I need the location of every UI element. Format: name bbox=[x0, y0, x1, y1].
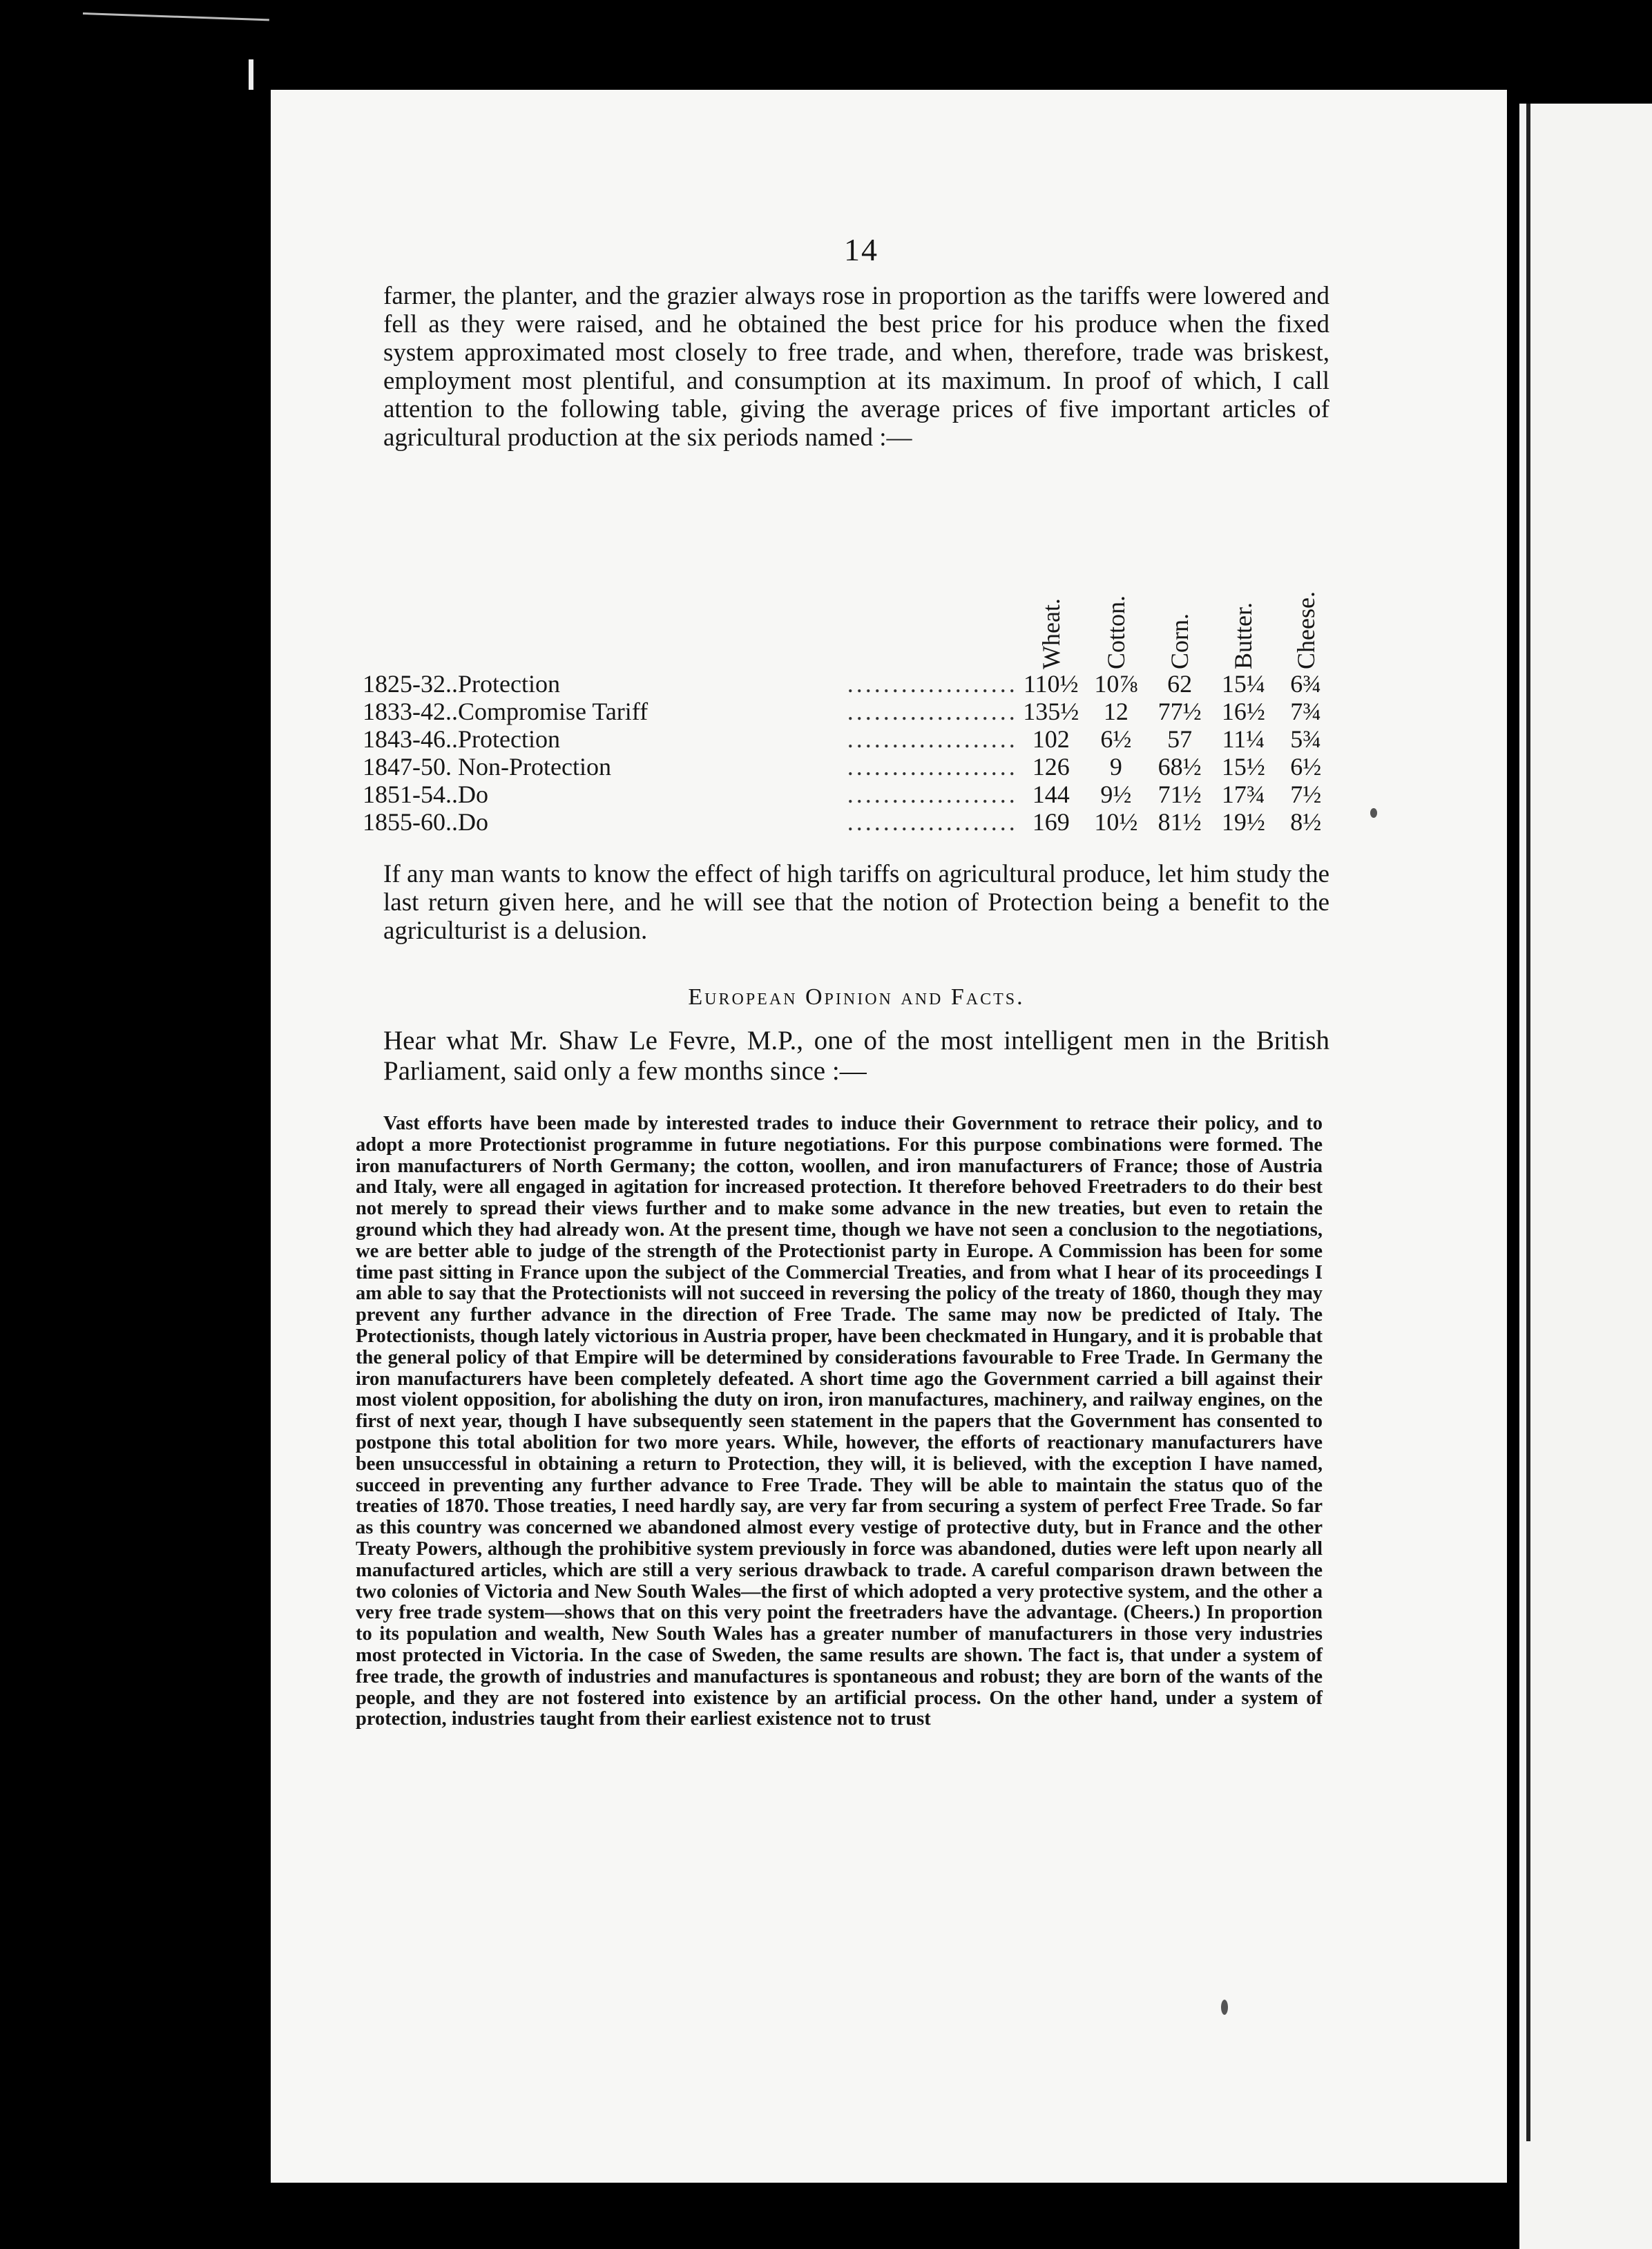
cell-butter: 15¼ bbox=[1221, 670, 1265, 698]
cell-corn: 57 bbox=[1167, 725, 1193, 753]
column-cheese: Cheese. bbox=[1291, 591, 1320, 669]
row-policy: Do bbox=[458, 808, 488, 836]
cell-corn: 81½ bbox=[1158, 808, 1202, 836]
cell-wheat: 144 bbox=[1032, 781, 1070, 808]
page-number: 14 bbox=[844, 232, 878, 267]
row-policy: Non-Protection bbox=[458, 753, 611, 781]
cell-wheat: 135½ bbox=[1023, 698, 1079, 725]
cell-cotton: 9½ bbox=[1100, 781, 1132, 808]
ink-spot bbox=[1221, 2000, 1228, 2015]
cell-butter: 16½ bbox=[1221, 698, 1265, 725]
column-corn: Corn. bbox=[1166, 613, 1194, 669]
row-period: 1843-46.. bbox=[363, 725, 458, 753]
cell-corn: 71½ bbox=[1158, 781, 1202, 808]
lead-paragraph: Hear what Mr. Shaw Le Fevre, M.P., one of the most intelligent men in the British Parliament, said only a few months since :— bbox=[383, 1026, 1329, 1086]
row-period: 1851-54.. bbox=[363, 781, 458, 808]
cell-butter: 11¼ bbox=[1222, 725, 1265, 753]
column-butter: Butter. bbox=[1229, 602, 1258, 669]
cell-wheat: 126 bbox=[1032, 753, 1070, 781]
cell-butter: 17¾ bbox=[1221, 781, 1265, 808]
cell-corn: 62 bbox=[1167, 670, 1193, 698]
cell-corn: 77½ bbox=[1158, 698, 1202, 725]
row-period: 1847-50. bbox=[363, 753, 452, 781]
column-wheat: Wheat. bbox=[1037, 598, 1065, 669]
table-row: 1847-50. Non-Protection ................... 126 9 68½ 15½ 6½ bbox=[363, 753, 1336, 781]
scan-mark bbox=[249, 59, 253, 90]
row-period: 1833-42.. bbox=[363, 698, 458, 725]
column-cotton: Cotton. bbox=[1102, 595, 1130, 669]
adjacent-page bbox=[1519, 104, 1652, 2249]
cell-wheat: 102 bbox=[1032, 725, 1070, 753]
cell-cheese: 7¾ bbox=[1290, 698, 1322, 725]
table-row: 1833-42.. Compromise Tariff ................... 135½ 12 77½ 16½ 7¾ bbox=[363, 698, 1336, 725]
table-row: 1851-54.. Do ................... 144 9½ 71½ 17¾ 7½ bbox=[363, 781, 1336, 808]
row-policy: Do bbox=[458, 781, 488, 808]
cell-cotton: 10½ bbox=[1094, 808, 1138, 836]
cell-cotton: 6½ bbox=[1100, 725, 1132, 753]
cell-cheese: 5¾ bbox=[1290, 725, 1322, 753]
row-period: 1855-60.. bbox=[363, 808, 458, 836]
adjacent-page-edge bbox=[1526, 104, 1530, 2141]
conclusion-paragraph: If any man wants to know the effect of high tariffs on agricultural produce, let him study the last return given here, and he will see that the notion of Protection being a benefit to the agriculturist is a delusion. bbox=[383, 860, 1329, 945]
row-period: 1825-32.. bbox=[363, 670, 458, 698]
table-row: 1843-46.. Protection ................... 102 6½ 57 11¼ 5¾ bbox=[363, 725, 1336, 753]
row-policy: Protection bbox=[458, 725, 560, 753]
quote-paragraph: Vast efforts have been made by interested trades to induce their Government to retrace their policy, and to adopt a more Protectionist programme in future negotiations. For this purpose combinations were formed. The iron manufacturers of North Germany; the cotton, woollen, and iron manufacturers of France; those of Austria and Italy, were all engaged in agitation for increased protection. It therefore behoved Freetraders to do their best not merely to spread their views further and to make some advance in the new treaties, but even to retain the ground which they had already won. At the present time, though we have not seen a conclusion to the negotiations, we are better able to judge of the strength of the Protectionist party in Europe. A Commission has been for some time past sitting in France upon the subject of the Commercial Treaties, and from what I hear of its proceedings I am able to say that the Protectionists will not succeed in reversing the policy of the treaty of 1860, though they may prevent any further advance in the direction of Free Trade. The same may now be predicted of Italy. The Protectionists, though lately victorious in Austria proper, have been checkmated in Hungary, and it is probable that the general policy of that Empire will be determined by considerations favourable to Free Trade. In Germany the iron manufacturers have been completely defeated. A short time ago the Government carried a bill against their most violent opposition, for abolishing the duty on iron, iron manufactures, machinery, and railway engines, on the first of next year, though I have subsequently seen statement in the papers that the Government has consented to postpone this total abolition for two more years. While, however, the efforts of reactionary manufacturers have been unsuccessful in obtaining a return to Protection, they will, it is believed, with the exception I have named, succeed in preventing any further advance to Free Trade. They will be able to maintain the status quo of the treaties of 1870. Those treaties, I need hardly say, are very far from securing a system of perfect Free Trade. So far as this country was concerned we abandoned almost every vestige of protective duty, but in France and the other Treaty Powers, although the prohibitive system previously in force was abandoned, duties were left upon nearly all manufactured articles, which are still a very serious drawback to trade. A careful comparison drawn between the two colonies of Victoria and New South Wales—the first of which adopted a very protective system, and the other a very free trade system—shows that on this very point the freetraders have the advantage. (Cheers.) In proportion to its population and wealth, New South Wales has a greater number of manufacturers in those very industries most protected in Victoria. In the case of Sweden, the same results are shown. The fact is, that under a system of free trade, the growth of industries and manufactures is spontaneous and robust; they are born of the wants of the people, and they are not fostered into existence by an artificial process. On the other hand, under a system of protection, industries taught from their earliest existence not to trust bbox=[356, 1113, 1323, 1730]
section-heading: European Opinion and Facts. bbox=[688, 984, 1025, 1010]
cell-cotton: 12 bbox=[1103, 698, 1128, 725]
table-row: 1825-32.. Protection ................... 110½ 10⅞ 62 15¼ 6¾ bbox=[363, 670, 1336, 698]
cell-wheat: 110½ bbox=[1023, 670, 1079, 698]
cell-cheese: 7½ bbox=[1290, 781, 1322, 808]
cell-wheat: 169 bbox=[1032, 808, 1070, 836]
cell-cheese: 6¾ bbox=[1290, 670, 1322, 698]
cell-cheese: 6½ bbox=[1290, 753, 1322, 781]
cell-cotton: 9 bbox=[1109, 753, 1122, 781]
cell-cheese: 8½ bbox=[1290, 808, 1322, 836]
ink-spot bbox=[1370, 808, 1377, 818]
intro-paragraph: farmer, the planter, and the grazier always rose in proportion as the tariffs were lowered and fell as they were raised, and he obtained the best price for his produce when the fixed system approximated most closely to free trade, and when, therefore, trade was briskest, employment most plentiful, and consumption at its maximum. In proof of which, I call attention to the following table, giving the average prices of five important articles of agricultural production at the six periods named :— bbox=[383, 282, 1329, 452]
price-table bbox=[363, 566, 1336, 836]
row-policy: Protection bbox=[458, 670, 560, 698]
price-table-header bbox=[363, 566, 1336, 670]
cell-cotton: 10⅞ bbox=[1094, 670, 1138, 698]
row-policy: Compromise Tariff bbox=[458, 698, 649, 725]
cell-corn: 68½ bbox=[1158, 753, 1202, 781]
cell-butter: 15½ bbox=[1221, 753, 1265, 781]
table-row: 1855-60.. Do ................... 169 10½ 81½ 19½ 8½ bbox=[363, 808, 1336, 836]
cell-butter: 19½ bbox=[1221, 808, 1265, 836]
